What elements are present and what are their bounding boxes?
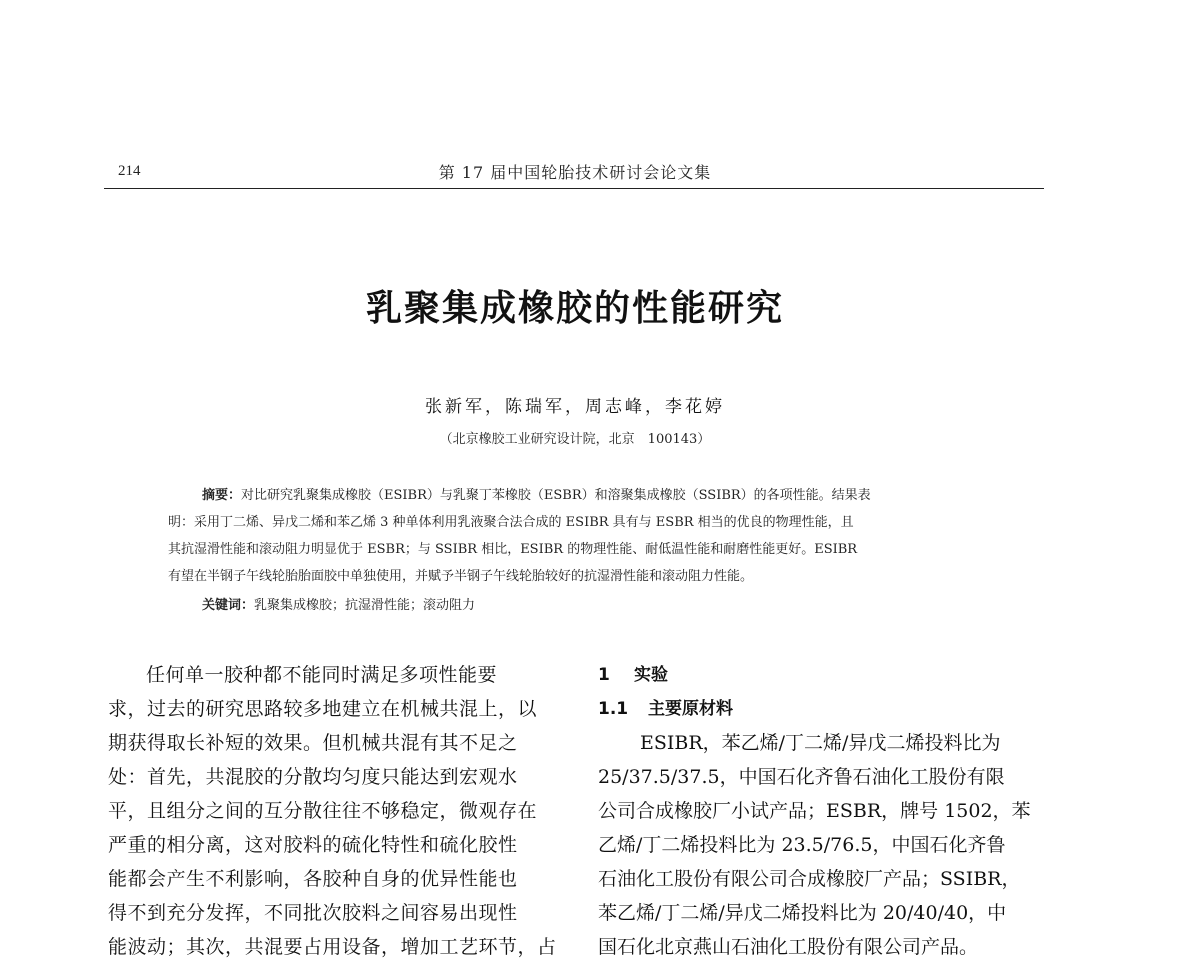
abstract-line — [168, 482, 990, 509]
body-line: ESIBR，苯乙烯/丁二烯/异戊二烯投料比为 — [640, 732, 1001, 754]
section-title: 实验 — [634, 665, 668, 685]
abstract — [168, 482, 990, 590]
body-line: 期获得取长补短的效果。但机械共混有其不足之 — [108, 732, 518, 754]
subsection-heading — [598, 692, 1050, 726]
body-line: 苯乙烯/丁二烯/异戊二烯投料比为 20/40/40，中 — [598, 902, 1007, 924]
body-column-right — [598, 658, 1050, 964]
body-line: 石油化工股份有限公司合成橡胶厂产品；SSIBR， — [598, 868, 1021, 890]
running-head: 第 17 届中国轮胎技术研讨会论文集 — [438, 163, 712, 182]
abstract-text: 对比研究乳聚集成橡胶（ESIBR）与乳聚丁苯橡胶（ESBR）和溶聚集成橡胶（SSIBR）的各项性能。结果表 — [241, 488, 871, 503]
body-line: 25/37.5/37.5，中国石化齐鲁石油化工股份有限 — [598, 766, 1005, 788]
section-number: 1 — [598, 665, 610, 685]
body-line: 求，过去的研究思路较多地建立在机械共混上，以 — [108, 698, 538, 720]
keywords-label: 关键词： — [202, 598, 255, 613]
body-line: 处：首先，共混胶的分散均匀度只能达到宏观水 — [108, 766, 518, 788]
body-line: 公司合成橡胶厂小试产品；ESBR，牌号 1502，苯 — [598, 800, 1031, 822]
body-line: 能波动；其次，共混要占用设备，增加工艺环节，占 — [108, 936, 557, 958]
header-rule — [104, 188, 1044, 189]
keywords — [202, 594, 475, 613]
abstract-line: 其抗湿滑性能和滚动阻力明显优于 ESBR；与 SSIBR 相比，ESIBR 的物理性能、耐低温性能和耐磨性能更好。ESIBR — [168, 542, 858, 557]
body-line: 国石化北京燕山石油化工股份有限公司产品。 — [598, 936, 979, 958]
body-line: 能都会产生不利影响，各胶种自身的优异性能也 — [108, 868, 518, 890]
subsection-title: 主要原材料 — [648, 699, 733, 719]
body-line: 任何单一胶种都不能同时满足多项性能要 — [146, 664, 498, 686]
section-heading — [598, 658, 1050, 692]
subsection-number: 1.1 — [598, 699, 629, 719]
abstract-line: 有望在半钢子午线轮胎胎面胶中单独使用，并赋予半钢子午线轮胎较好的抗湿滑性能和滚动阻力性能。 — [168, 569, 754, 584]
page-number: 214 — [118, 163, 141, 179]
body-line: 得不到充分发挥，不同批次胶料之间容易出现性 — [108, 902, 518, 924]
body-column-left — [108, 658, 557, 964]
paper-title: 乳聚集成橡胶的性能研究 — [365, 288, 784, 329]
body-line: 乙烯/丁二烯投料比为 23.5/76.5，中国石化齐鲁 — [598, 834, 1006, 856]
body-line: 严重的相分离，这对胶料的硫化特性和硫化胶性 — [108, 834, 518, 856]
abstract-label: 摘要： — [202, 488, 242, 503]
keywords-text: 乳聚集成橡胶；抗湿滑性能；滚动阻力 — [254, 598, 476, 613]
body-line: 平，且组分之间的互分散往往不够稳定，微观存在 — [108, 800, 538, 822]
author-list: 张新军，陈瑞军，周志峰，李花婷 — [425, 397, 725, 417]
affiliation: （北京橡胶工业研究设计院，北京 100143） — [439, 432, 711, 447]
abstract-line: 明：采用丁二烯、异戊二烯和苯乙烯 3 种单体利用乳液聚合法合成的 ESIBR 具有与 ESBR 相当的优良的物理性能，且 — [168, 515, 854, 530]
